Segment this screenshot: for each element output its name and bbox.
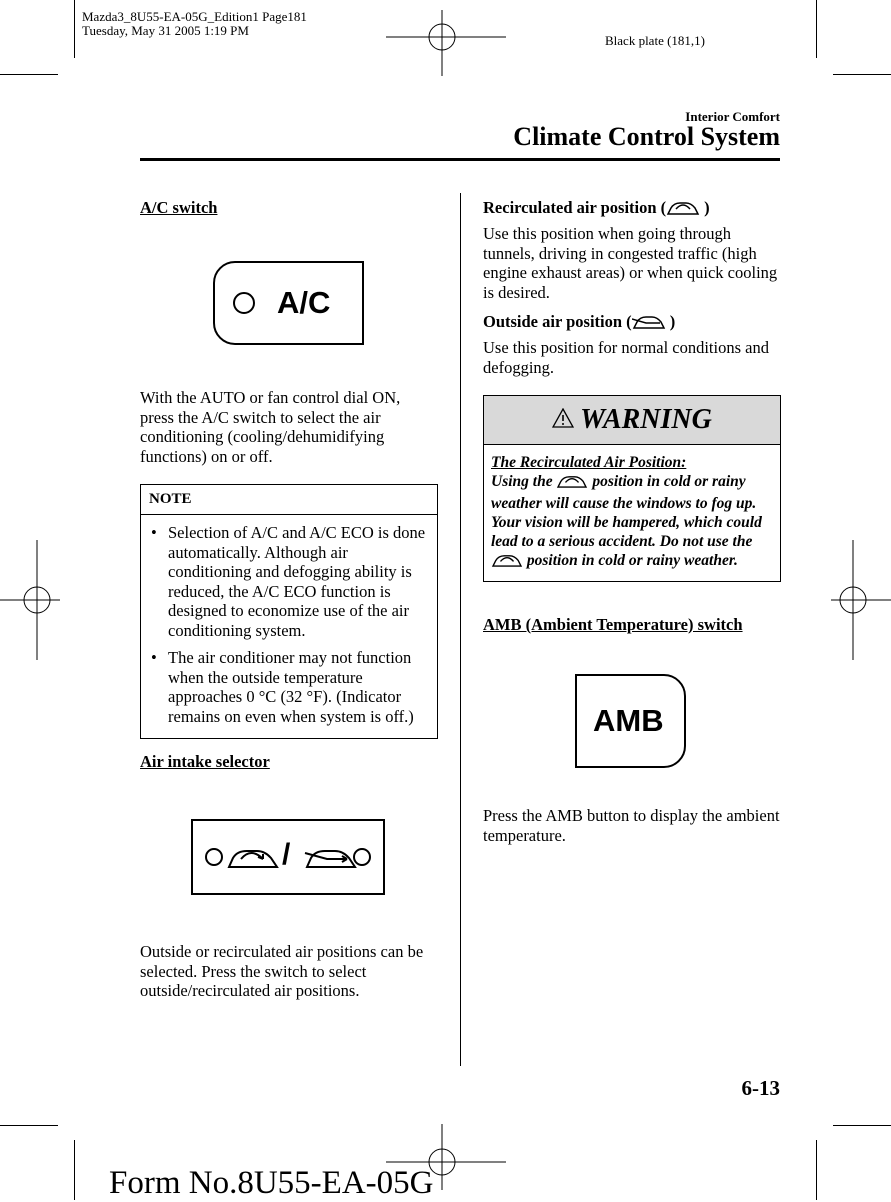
crop-mark bbox=[816, 0, 817, 58]
recirculated-paragraph: Use this position when going through tunnels, driving in congested traffic (high engine exhaust areas) or when quick cooling is desired. bbox=[483, 224, 778, 302]
warning-box bbox=[483, 395, 781, 582]
recirculated-heading-pre: Recirculated air position ( bbox=[483, 198, 667, 217]
warning-body bbox=[484, 445, 780, 581]
intake-separator: / bbox=[282, 838, 291, 871]
warning-text-3: position in cold or rainy weather. bbox=[526, 552, 738, 570]
warning-subtitle: The Recirculated Air Position: bbox=[491, 454, 687, 471]
print-header-plate: Black plate (181,1) bbox=[605, 33, 705, 48]
section-label: Interior Comfort bbox=[685, 109, 780, 124]
ac-switch-heading: A/C switch bbox=[140, 198, 218, 217]
crop-mark bbox=[816, 1140, 817, 1200]
note-list bbox=[141, 515, 437, 738]
note-item: • The air conditioner may not function when the outside temperature approaches 0 °C (32 °F). (Indicator remains on even when system is off.) bbox=[149, 648, 429, 726]
ac-paragraph: With the AUTO or fan control dial ON, press the A/C switch to select the air conditioning (cooling/dehumidifying functions) on or off. bbox=[140, 388, 401, 466]
indicator-light-icon bbox=[233, 292, 255, 314]
note-title: NOTE bbox=[141, 485, 437, 515]
outside-air-heading bbox=[483, 312, 675, 334]
outside-air-icon bbox=[632, 314, 666, 334]
amb-heading: AMB (Ambient Temperature) switch bbox=[483, 615, 743, 634]
air-intake-paragraph: Outside or recirculated air positions can be selected. Press the switch to select outside/recirculated air positions. bbox=[140, 942, 424, 1000]
outside-air-icon bbox=[305, 851, 355, 867]
warning-title: WARNING bbox=[580, 404, 712, 435]
ac-switch-illustration bbox=[213, 261, 364, 345]
recirculated-air-icon bbox=[556, 474, 588, 493]
amb-button-text: AMB bbox=[593, 703, 664, 738]
recirculated-air-icon bbox=[666, 200, 700, 220]
crop-mark bbox=[833, 1125, 891, 1126]
crop-mark bbox=[74, 0, 75, 58]
warning-text-2: position in cold or rainy weather will cause the windows to fog up. Your vision will be hampered, which could lead to a serious accident. Do not use the bbox=[491, 473, 762, 551]
warning-triangle-icon bbox=[552, 408, 574, 433]
header-rule bbox=[140, 158, 780, 161]
ac-button-text: A/C bbox=[277, 285, 331, 320]
form-number-footer: Form No.8U55-EA-05G bbox=[109, 1165, 434, 1201]
crop-mark bbox=[74, 1140, 75, 1200]
column-divider bbox=[460, 193, 461, 1066]
note-box bbox=[140, 484, 438, 739]
print-header-line2: Tuesday, May 31 2005 1:19 PM bbox=[82, 23, 249, 38]
recirculated-heading-post: ) bbox=[704, 198, 710, 217]
outside-air-paragraph: Use this position for normal conditions and defogging. bbox=[483, 338, 769, 377]
note-item: • Selection of A/C and A/C ECO is done automatically. Although air conditioning and defogging ability is reduced, the A/C ECO function is designed to economize use of the air conditioning system. bbox=[149, 523, 429, 640]
warning-header bbox=[484, 396, 780, 445]
outside-air-heading-pre: Outside air position ( bbox=[483, 312, 632, 331]
page-number: 6-13 bbox=[741, 1076, 780, 1100]
recirculated-heading bbox=[483, 198, 710, 220]
registration-mark-icon bbox=[831, 540, 891, 660]
crop-mark bbox=[833, 74, 891, 75]
amb-switch-illustration bbox=[575, 674, 686, 768]
crop-mark bbox=[0, 1125, 58, 1126]
registration-mark-icon bbox=[386, 0, 506, 76]
air-intake-switch-illustration bbox=[191, 819, 385, 895]
air-intake-heading: Air intake selector bbox=[140, 752, 270, 771]
print-header-line1: Mazda3_8U55-EA-05G_Edition1 Page181 bbox=[82, 9, 307, 24]
warning-text-1: Using the bbox=[491, 473, 553, 491]
crop-mark bbox=[0, 74, 58, 75]
section-title: Climate Control System bbox=[513, 122, 780, 151]
outside-air-heading-post: ) bbox=[669, 312, 676, 331]
recirculated-air-icon bbox=[229, 851, 277, 867]
recirculated-air-icon bbox=[491, 553, 523, 572]
amb-paragraph: Press the AMB button to display the ambient temperature. bbox=[483, 806, 780, 845]
registration-mark-icon bbox=[0, 540, 60, 660]
